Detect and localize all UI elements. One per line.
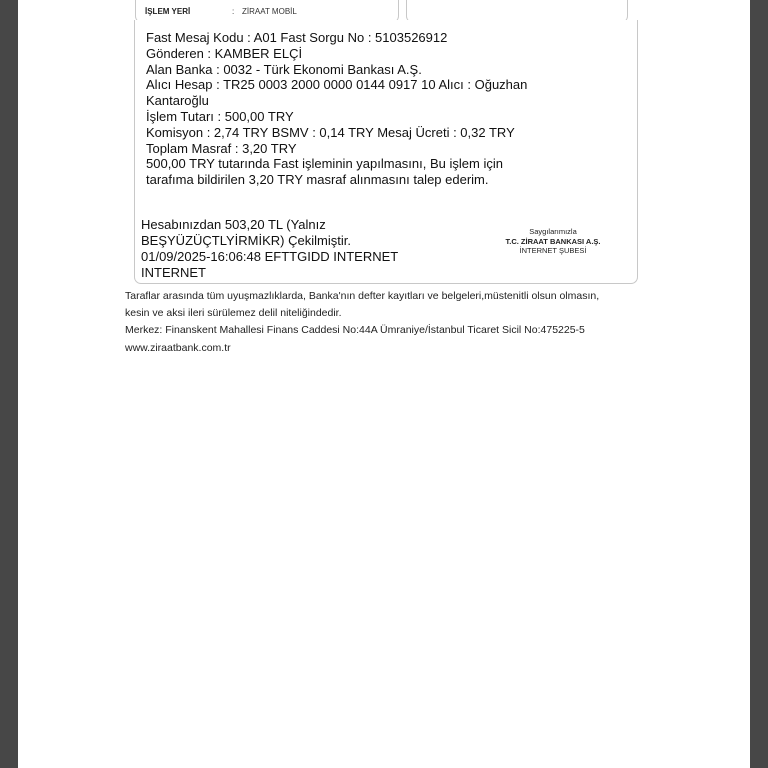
valor-separator [232,0,234,1]
footer-website: www.ziraatbank.com.tr [125,341,231,354]
signature-bank: T.C. ZİRAAT BANKASI A.Ş. [505,236,601,246]
message-line: Alıcı Hesap : TR25 0003 2000 0000 0144 0917 10 Alıcı : Oğuzhan [146,77,528,93]
balance-line: BEŞYÜZÜÇTLYİRMİKR) Çekilmiştir. [141,233,351,248]
message-line: Kantaroğlu [146,93,209,109]
islem-yeri-separator: : [232,7,235,16]
legal-footer [125,288,685,357]
receipt-page [18,0,750,768]
message-line: Fast Mesaj Kodu : A01 Fast Sorgu No : 5103526912 [146,30,448,45]
islem-yeri-label: İŞLEM YERİ [145,7,191,16]
message-line: İşlem Tutarı : 500,00 TRY [146,108,294,124]
signature-greeting: Saygılarımızla [529,227,577,236]
signature-block [488,227,618,256]
message-line: tarafıma bildirilen 3,20 TRY masraf alınmasını talep ederim. [146,172,489,188]
balance-line: 01/09/2025-16:06:48 EFTTGIDD INTERNET [141,249,399,264]
message-line: Toplam Masraf : 3,20 TRY [146,140,297,156]
valor-label [145,0,172,1]
footer-line: Taraflar arasında tüm uyuşmazlıklarda, Banka'nın defter kayıtları ve belgeleri,müstenitli olsun olmasın, [125,290,600,302]
islem-yeri-value: ZİRAAT MOBİL [242,7,297,16]
message-line: Komisyon : 2,74 TRY BSMV : 0,14 TRY Mesaj Ücreti : 0,32 TRY [146,124,515,140]
message-line: Gönderen : KAMBER ELÇİ [146,45,303,61]
signature-branch: İNTERNET ŞUBESİ [519,246,587,255]
balance-line: Hesabınızdan 503,20 TL (Yalnız [141,217,326,232]
balance-line: INTERNET [141,265,206,280]
footer-line: Merkez: Finanskent Mahallesi Finans Caddesi No:44A Ümraniye/İstanbul Ticaret Sicil No:475225-5 [125,324,585,337]
footer-line: kesin ve aksi ileri sürülemez delil niteliğindedir. [125,307,342,320]
valor-value [242,0,282,1]
message-line: 500,00 TRY tutarında Fast işleminin yapılmasını, Bu işlem için [146,156,503,172]
transaction-message [146,30,566,188]
balance-statement [141,217,431,281]
message-line: Alan Banka : 0032 - Türk Ekonomi Bankası A.Ş. [146,61,422,77]
